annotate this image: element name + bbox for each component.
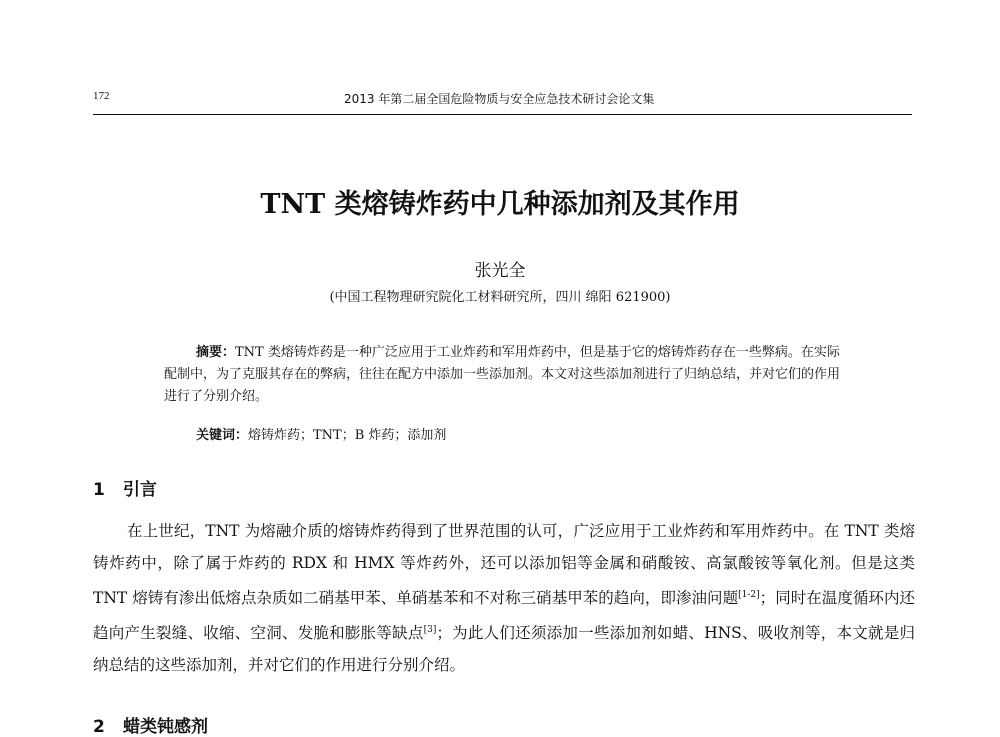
keywords-text: 熔铸炸药；TNT；B 炸药；添加剂: [248, 428, 447, 443]
citation: [1-2]: [738, 590, 760, 600]
paragraph-text: ；为此人们还须添加一些添加剂如蜡、HNS、吸收剂等，本文就是归纳总结的这些添加剂，并对它们的作用进行分别介绍。: [93, 624, 915, 675]
running-title: 2013 年第二届全国危险物质与安全应急技术研讨会论文集: [344, 92, 655, 106]
section-heading-2: [93, 712, 208, 737]
citation: [3]: [423, 625, 437, 636]
section-title: 蜡类钝感剂: [123, 717, 208, 737]
paper-title: TNT 类熔铸炸药中几种添加剂及其作用: [260, 189, 740, 220]
abstract-text: TNT 类熔铸炸药是一种广泛应用于工业炸药和军用炸药中，但是基于它的熔铸炸药存在一些弊病。在实际配制中，为了克服其存在的弊病，往往在配方中添加一些添加剂。本文对这些添加剂进行了归纳总结，并对它们的作用进行了分别介绍。: [164, 345, 841, 404]
keywords-label: 关键词：: [196, 428, 249, 443]
paragraph-text: 在上世纪，TNT 为熔融介质的熔铸炸药得到了世界范围的认可，广泛应用于工业炸药和军用炸药中。在 TNT 类熔铸炸药中，除了属于炸药的 RDX 和 HMX 等炸药外，还可以添加铝等金属和硝酸铵、高氯酸铵等氧化剂。但是这类 TNT 熔铸有渗出低熔点杂质如二硝基甲苯、单硝基苯和不对称三硝基甲苯的趋向，即渗油问题: [93, 522, 915, 608]
author-name: 张光全: [474, 261, 526, 281]
page-number: 172: [93, 90, 110, 102]
section-title: 引言: [123, 480, 157, 500]
keywords: [196, 424, 446, 443]
section-number: 2: [93, 717, 105, 737]
paragraph: [93, 515, 915, 681]
abstract-label: 摘要：: [196, 345, 236, 360]
author-affiliation: (中国工程物理研究院化工材料研究所，四川 绵阳 621900): [329, 290, 671, 305]
running-header: [93, 86, 912, 115]
section-number: 1: [93, 480, 105, 500]
introduction-body: [93, 515, 915, 681]
abstract: [164, 342, 844, 408]
paragraph-text: ；同时在温度循环内还趋向产生裂缝、收缩、空洞、发脆和膨胀等缺点: [93, 589, 915, 643]
section-heading-1: [93, 475, 157, 500]
